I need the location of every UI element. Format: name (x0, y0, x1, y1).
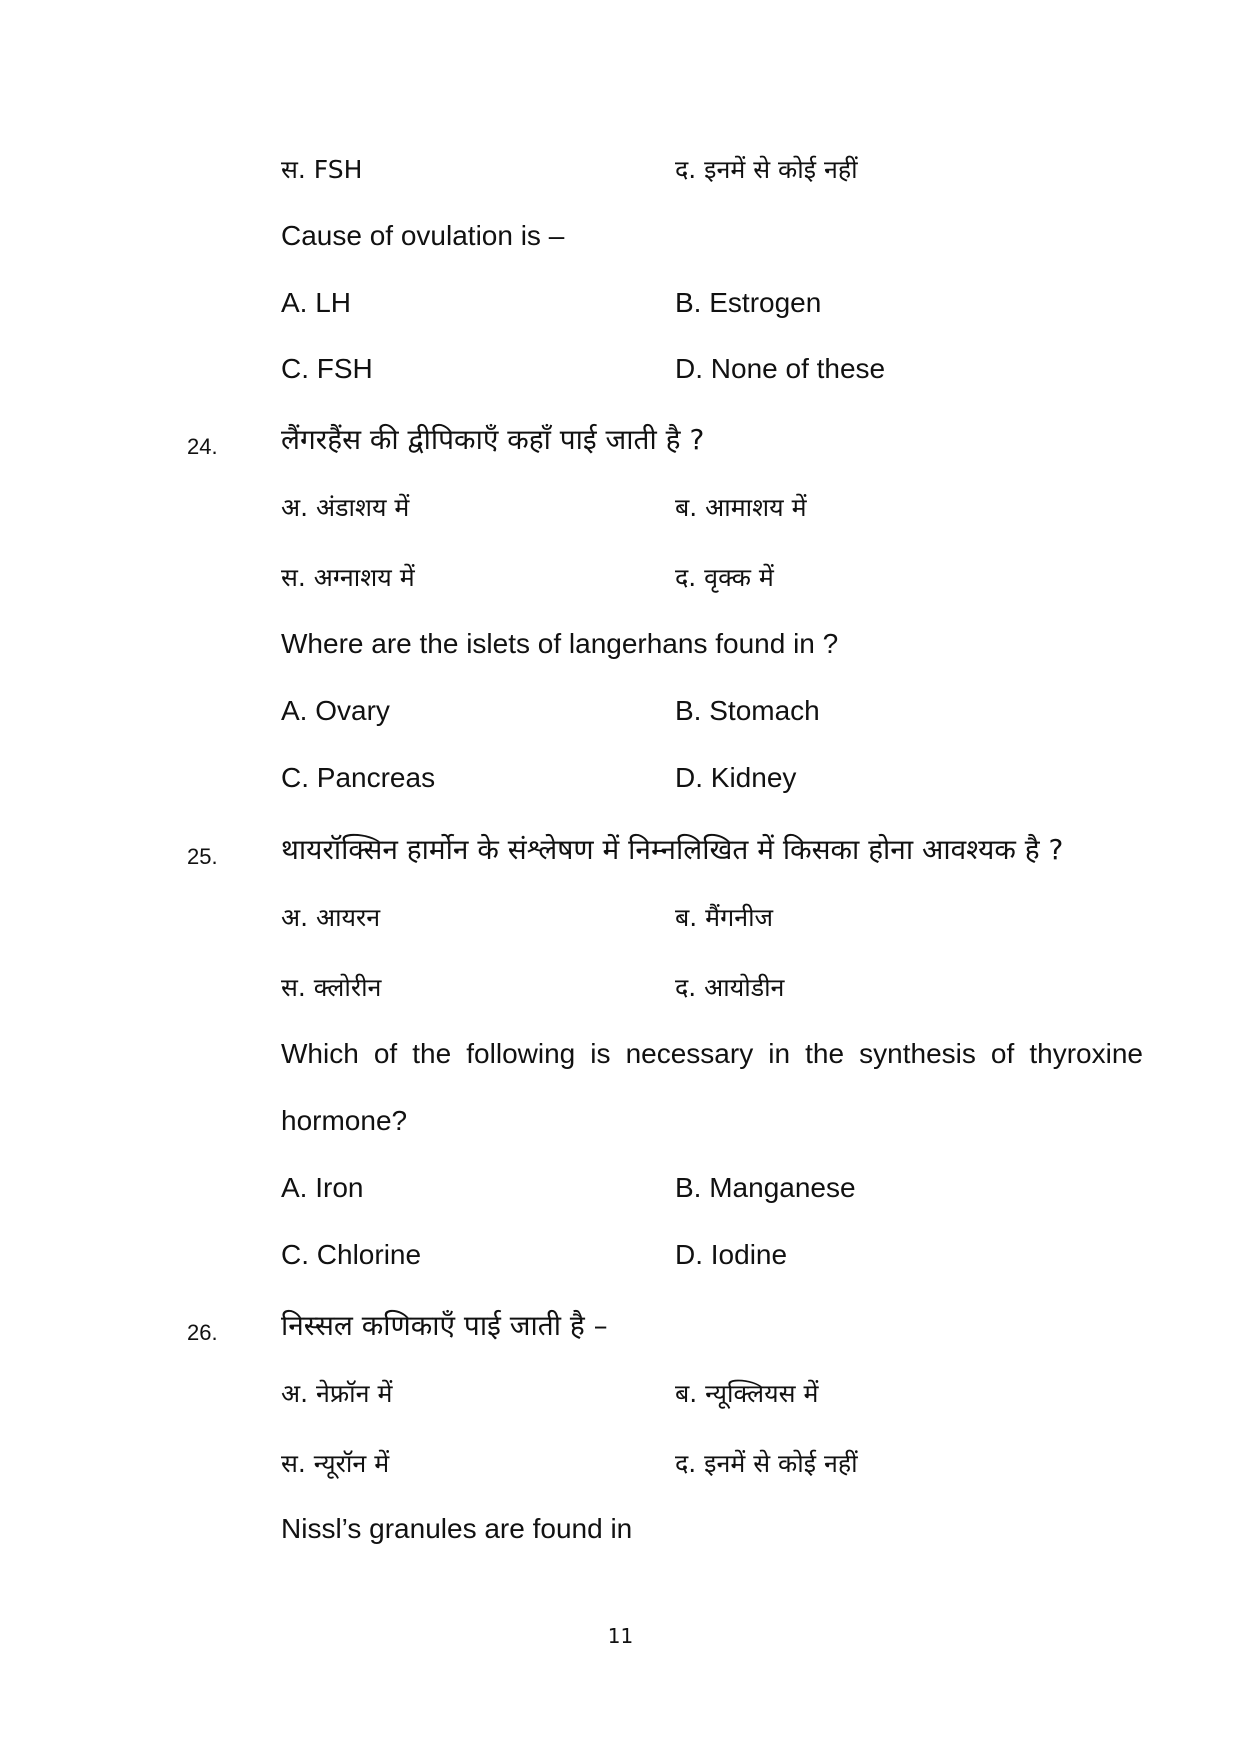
q24-hindi-option-c: स. अग्नाशय में (281, 563, 415, 592)
q25-hindi-option-c: स. क्लोरीन (281, 973, 382, 1002)
q25-hindi-option-a: अ. आयरन (281, 903, 381, 932)
q25-english-question-row-2 (0, 1105, 1241, 1155)
q25-english-options-ab (0, 1172, 1241, 1222)
q25-question-word: Which (281, 1038, 359, 1069)
q26-hindi-options-ab (0, 1376, 1241, 1426)
q24-hindi-options-cd (0, 560, 1241, 610)
q25-hindi-question-row (0, 830, 1241, 880)
q25-question-word: the (412, 1038, 452, 1069)
q24-hindi-option-b: ब. आमाशय में (675, 493, 807, 522)
q26-hindi-question: निस्सल कणिकाएँ पाई जाती है – (281, 1309, 608, 1342)
q26-hindi-option-c: स. न्यूरॉन में (281, 1449, 390, 1478)
q23-english-question: Cause of ovulation is – (281, 220, 565, 251)
q26-hindi-option-b: ब. न्यूक्लियस में (675, 1379, 819, 1408)
q23-hindi-options-cd (0, 152, 1241, 202)
q23-option-a: A. LH (281, 287, 352, 318)
q25-hindi-options-ab (0, 900, 1241, 950)
q24-option-d: D. Kidney (675, 762, 797, 793)
q25-english-question-line2: hormone? (281, 1105, 408, 1136)
q24-hindi-option-a: अ. अंडाशय में (281, 493, 410, 522)
q23-option-c: C. FSH (281, 353, 373, 384)
q25-question-word: of (990, 1038, 1015, 1069)
q24-hindi-options-ab (0, 490, 1241, 540)
q25-question-word: the (805, 1038, 845, 1069)
q26-english-question-row (0, 1513, 1241, 1563)
q26-hindi-option-d: द. इनमें से कोई नहीं (675, 1449, 858, 1478)
q24-number: 24. (187, 434, 218, 459)
q24-english-question: Where are the islets of langerhans found in ? (281, 628, 839, 659)
q25-english-question-row (0, 1038, 1241, 1088)
q23-english-question-row (0, 220, 1241, 270)
q24-option-a: A. Ovary (281, 695, 390, 726)
q26-number: 26. (187, 1320, 218, 1345)
q24-english-question-row (0, 628, 1241, 678)
q25-question-word: in (768, 1038, 791, 1069)
q26-hindi-option-a: अ. नेफ्रॉन में (281, 1379, 393, 1408)
q24-option-b: B. Stomach (675, 695, 820, 726)
q25-question-word: thyroxine (1029, 1038, 1143, 1069)
q24-english-options-cd (0, 762, 1241, 812)
q25-hindi-question: थायरॉक्सिन हार्मोन के संश्लेषण में निम्नलिखित में किसका होना आवश्यक है ? (281, 833, 1064, 866)
q25-english-question-line1 (281, 1038, 1143, 1070)
q25-hindi-option-b: ब. मैंगनीज (675, 903, 774, 932)
q23-option-b: B. Estrogen (675, 287, 822, 318)
q25-question-word: following (466, 1038, 576, 1069)
q23-english-options-cd (0, 353, 1241, 403)
q24-hindi-option-d: द. वृक्क में (675, 563, 774, 592)
q25-option-d: D. Iodine (675, 1239, 788, 1270)
q25-question-word: necessary (625, 1038, 754, 1069)
q24-hindi-question-row (0, 420, 1241, 470)
page-number: 11 (607, 1624, 634, 1648)
q25-number: 25. (187, 844, 218, 869)
q25-question-word: of (373, 1038, 398, 1069)
q26-hindi-options-cd (0, 1446, 1241, 1496)
q26-hindi-question-row (0, 1306, 1241, 1356)
q24-english-options-ab (0, 695, 1241, 745)
q25-question-word: synthesis (859, 1038, 976, 1069)
q25-option-a: A. Iron (281, 1172, 364, 1203)
q25-hindi-options-cd (0, 970, 1241, 1020)
q23-hindi-option-d: द. इनमें से कोई नहीं (675, 155, 858, 184)
q26-english-question: Nissl’s granules are found in (281, 1513, 633, 1544)
q25-option-b: B. Manganese (675, 1172, 856, 1203)
q25-option-c: C. Chlorine (281, 1239, 422, 1270)
q23-hindi-option-c: स. FSH (281, 155, 363, 184)
q23-english-options-ab (0, 287, 1241, 337)
q24-option-c: C. Pancreas (281, 762, 436, 793)
q23-option-d: D. None of these (675, 353, 886, 384)
q25-hindi-option-d: द. आयोडीन (675, 973, 785, 1002)
q24-hindi-question: लैंगरहैंस की द्वीपिकाएँ कहाँ पाई जाती है ? (281, 423, 705, 456)
q25-english-options-cd (0, 1239, 1241, 1289)
q25-question-word: is (590, 1038, 611, 1069)
